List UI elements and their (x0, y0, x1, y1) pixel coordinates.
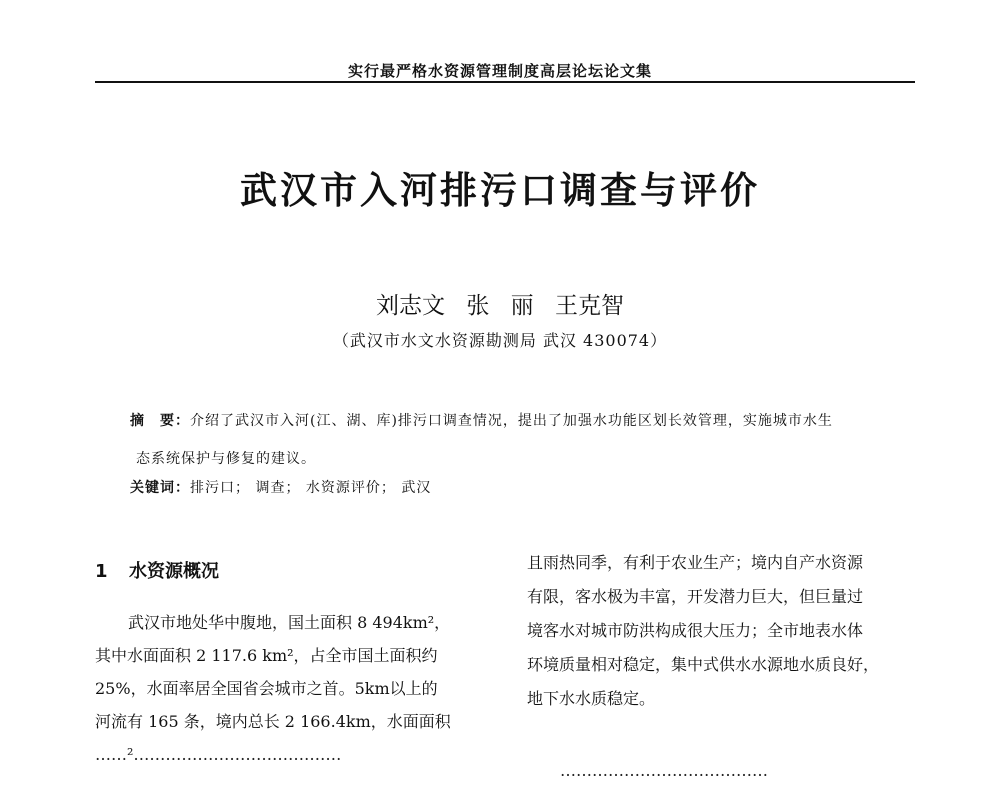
keywords-text: 排污口； 调查； 水资源评价； 武汉 (190, 480, 432, 496)
left-body (95, 606, 475, 771)
body-line: 且雨热同季，有利于农业生产；境内自产水资源 (527, 553, 864, 572)
keywords-label: 关键词： (130, 480, 190, 496)
section-number: 1 (95, 561, 108, 582)
section-title: 水资源概况 (129, 561, 219, 582)
author-affiliation: （武汉市水文水资源勘测局 武汉 430074） (332, 331, 668, 350)
author-list: 刘志文 张 丽 王克智 (376, 293, 624, 319)
right-column (527, 546, 912, 788)
paragraph-gap (527, 716, 912, 754)
paper-title: 武汉市入河排污口调查与评价 (240, 169, 760, 212)
body-line: 其中水面面积 2 117.6 km²，占全市国土面积约 (95, 646, 438, 665)
abstract (130, 402, 890, 478)
running-header: 实行最严格水资源管理制度高层论坛论文集 (347, 62, 652, 80)
keywords (130, 475, 890, 501)
body-line: 河流有 165 条，境内总长 2 166.4km，水面面积 (95, 712, 451, 731)
body-line-cutoff: ………………………………… (560, 761, 768, 780)
right-body (527, 546, 912, 788)
body-line: 有限，客水极为丰富，开发潜力巨大，但巨量过 (527, 587, 864, 606)
body-line: 环境质量相对稳定，集中式供水水源地水质良好， (527, 655, 880, 674)
body-line: 地下水水质稳定。 (527, 689, 656, 708)
abstract-line-1 (130, 402, 890, 440)
body-line: 25%，水面率居全国省会城市之首。5km以上的 (95, 679, 438, 698)
abstract-line-2: 态系统保护与修复的建议。 (136, 451, 316, 467)
abstract-text-1: 介绍了武汉市入河(江、湖、库)排污口调查情况，提出了加强水功能区划长效管理，实施城市水生 (190, 413, 833, 429)
section-heading (95, 552, 475, 592)
body-line: 武汉市地处华中腹地，国土面积 8 494km²， (128, 613, 451, 632)
body-line: 境客水对城市防洪构成很大压力；全市地表水体 (527, 621, 864, 640)
left-column (95, 552, 475, 771)
abstract-label: 摘 要： (130, 413, 190, 429)
body-line-cutoff: ……²………………………………… (95, 745, 342, 764)
header-rule (95, 81, 915, 83)
